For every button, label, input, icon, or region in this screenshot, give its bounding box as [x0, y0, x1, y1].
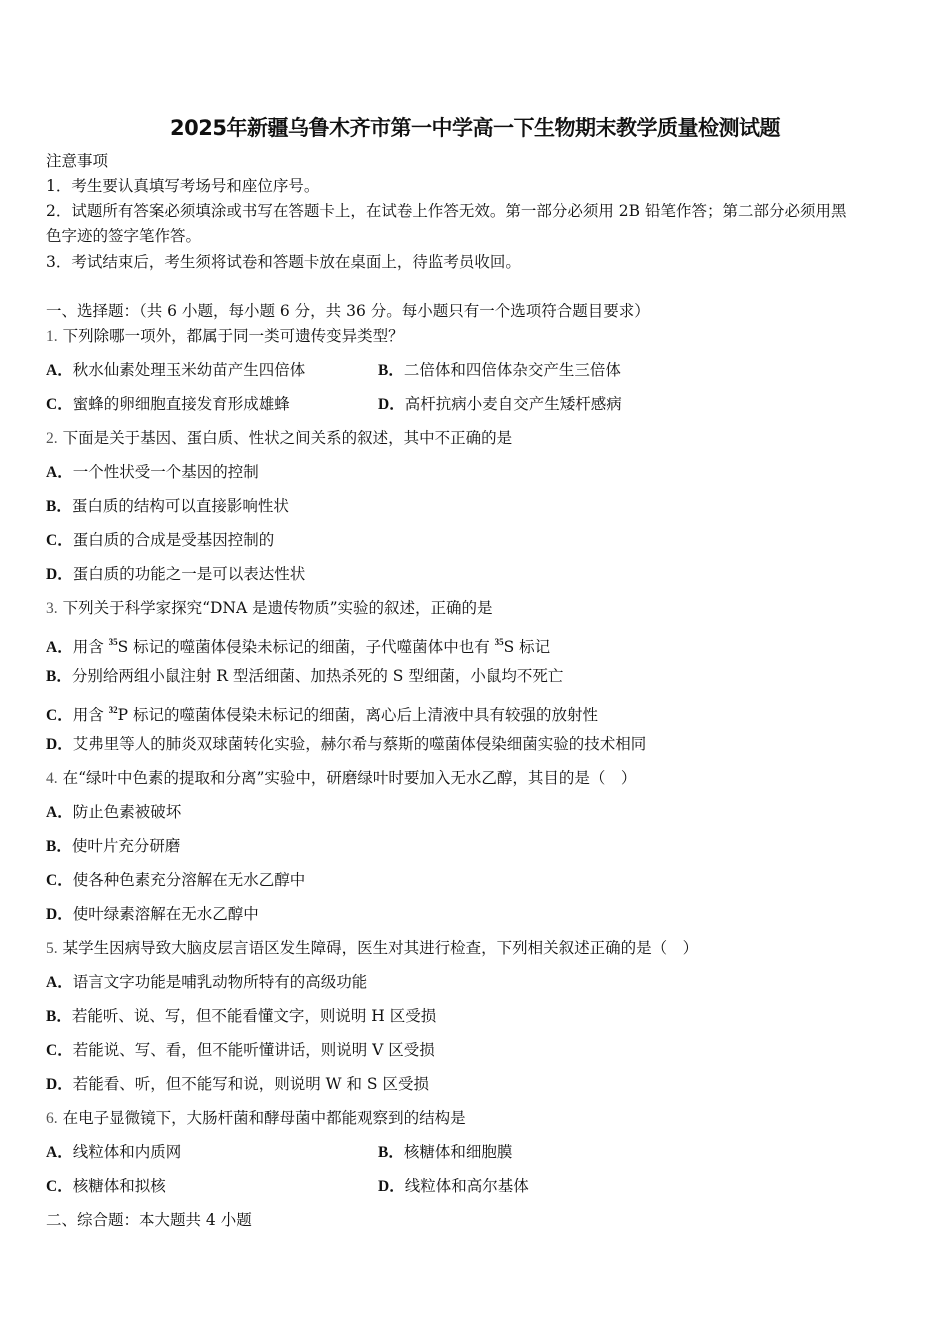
option-text: 线粒体和内质网	[72, 1143, 182, 1161]
option-letter: D．	[46, 566, 73, 583]
answer-option	[46, 1040, 435, 1061]
option-text: 蛋白质的功能之一是可以表达性状	[72, 565, 306, 583]
option-letter: C．	[46, 532, 73, 549]
question-text: 在电子显微镜下，大肠杆菌和酵母菌中都能观察到的结构是	[62, 1109, 466, 1127]
answer-option	[46, 734, 646, 755]
answer-option	[378, 1142, 512, 1163]
option-text: 秋水仙素处理玉米幼苗产生四倍体	[72, 361, 306, 379]
answer-option	[46, 496, 289, 517]
option-letter: B．	[378, 1144, 404, 1161]
option-text: 蜜蜂的卵细胞直接发育形成雄蜂	[72, 395, 290, 413]
answer-option	[46, 700, 598, 726]
question-text: 下面是关于基因、蛋白质、性状之间关系的叙述，其中不正确的是	[62, 429, 513, 447]
notice-item: 3．考试结束后，考生须将试卷和答题卡放在桌面上，待监考员收回。	[46, 253, 521, 271]
option-text: 若能说、写、看，但不能听懂讲话，则说明 V 区受损	[72, 1041, 435, 1059]
option-letter: B．	[46, 838, 72, 855]
option-letter: C．	[46, 707, 73, 724]
question-text: 下列关于科学家探究“DNA 是遗传物质”实验的叙述，正确的是	[62, 599, 493, 617]
superscript: 35	[108, 637, 118, 647]
question-number: 1.	[46, 328, 58, 345]
answer-option	[46, 666, 563, 687]
answer-option	[46, 394, 290, 415]
option-letter: D．	[378, 396, 405, 413]
option-text: 若能听、说、写，但不能看懂文字，则说明 H 区受损	[71, 1007, 437, 1025]
answer-option	[46, 904, 259, 925]
option-text: 线粒体和高尔基体	[404, 1177, 529, 1195]
answer-option	[46, 1006, 436, 1027]
question-number: 6.	[46, 1110, 58, 1127]
option-letter: A．	[46, 804, 73, 821]
answer-option	[46, 836, 180, 857]
option-letter: B．	[46, 498, 72, 515]
question-stem	[46, 326, 404, 347]
document-title: 2025年新疆乌鲁木齐市第一中学高一下生物期末教学质量检测试题	[170, 116, 780, 140]
answer-option	[46, 1176, 166, 1197]
notice-heading: 注意事项	[46, 152, 109, 170]
question-number: 5.	[46, 940, 58, 957]
option-letter: D．	[46, 736, 73, 753]
option-text: 核糖体和拟核	[72, 1177, 166, 1195]
answer-option	[46, 360, 305, 381]
notice-item: 色字迹的签字笔作答。	[46, 227, 202, 245]
option-text: 蛋白质的结构可以直接影响性状	[71, 497, 289, 515]
question-number: 3.	[46, 600, 58, 617]
option-text: 用含	[72, 706, 109, 724]
notice-item: 2．试题所有答案必须填涂或书写在答题卡上，在试卷上作答无效。第一部分必须用 2B 铅笔作答；第二部分必须用黑	[46, 202, 847, 220]
option-letter: D．	[378, 1178, 405, 1195]
superscript: 32	[108, 705, 118, 715]
option-text: 艾弗里等人的肺炎双球菌转化实验，赫尔希与蔡斯的噬菌体侵染细菌实验的技术相同	[72, 735, 647, 753]
answer-option	[46, 1142, 181, 1163]
option-letter: C．	[46, 1178, 73, 1195]
option-text: 高杆抗病小麦自交产生矮杆感病	[404, 395, 622, 413]
section-heading: 一、选择题：（共 6 小题，每小题 6 分，共 36 分。每小题只有一个选项符合题目要求）	[46, 302, 650, 320]
answer-option	[378, 1176, 529, 1197]
question-stem	[46, 768, 636, 789]
option-text: 防止色素被破坏	[72, 803, 182, 821]
section-heading: 二、综合题：本大题共 4 小题	[46, 1211, 252, 1229]
question-stem	[46, 1108, 466, 1129]
notice-item: 1．考生要认真填写考场号和座位序号。	[46, 177, 320, 195]
answer-option	[46, 462, 259, 483]
option-letter: A．	[46, 362, 73, 379]
option-text: 核糖体和细胞膜	[403, 1143, 513, 1161]
question-stem	[46, 598, 493, 619]
answer-option	[378, 394, 622, 415]
answer-option	[46, 564, 305, 585]
option-letter: C．	[46, 872, 73, 889]
option-text: 二倍体和四倍体杂交产生三倍体	[403, 361, 621, 379]
option-letter: C．	[46, 396, 73, 413]
question-stem	[46, 428, 512, 449]
option-letter: A．	[46, 639, 73, 656]
question-number: 2.	[46, 430, 58, 447]
answer-option	[46, 972, 367, 993]
answer-option	[378, 360, 621, 381]
answer-option	[46, 1074, 429, 1095]
question-text: 在“绿叶中色素的提取和分离”实验中，研磨绿叶时要加入无水乙醇，其目的是（ ）	[62, 769, 637, 787]
option-text: 一个性状受一个基因的控制	[72, 463, 259, 481]
option-text: 用含	[72, 638, 109, 656]
answer-option	[46, 530, 274, 551]
option-letter: D．	[46, 906, 73, 923]
option-letter: A．	[46, 464, 73, 481]
option-letter: A．	[46, 1144, 73, 1161]
option-text: 使各种色素充分溶解在无水乙醇中	[72, 871, 306, 889]
option-text: S 标记的噬菌体侵染未标记的细菌，子代噬菌体中也有	[117, 638, 495, 656]
question-text: 某学生因病导致大脑皮层言语区发生障碍，医生对其进行检查，下列相关叙述正确的是（ ）	[62, 939, 699, 957]
question-stem	[46, 938, 698, 959]
option-text: 使叶绿素溶解在无水乙醇中	[72, 905, 259, 923]
option-letter: D．	[46, 1076, 73, 1093]
option-letter: B．	[378, 362, 404, 379]
option-letter: B．	[46, 668, 72, 685]
option-text: S 标记	[503, 638, 551, 656]
answer-option	[46, 632, 550, 658]
option-text: 蛋白质的合成是受基因控制的	[72, 531, 275, 549]
option-letter: A．	[46, 974, 73, 991]
question-number: 4.	[46, 770, 58, 787]
answer-option	[46, 802, 181, 823]
option-letter: B．	[46, 1008, 72, 1025]
option-text: 语言文字功能是哺乳动物所特有的高级功能	[72, 973, 368, 991]
option-text: 使叶片充分研磨	[71, 837, 181, 855]
answer-option	[46, 870, 305, 891]
option-letter: C．	[46, 1042, 73, 1059]
option-text: 分别给两组小鼠注射 R 型活细菌、加热杀死的 S 型细菌，小鼠均不死亡	[71, 667, 564, 685]
option-text: 若能看、听，但不能写和说，则说明 W 和 S 区受损	[72, 1075, 429, 1093]
question-text: 下列除哪一项外，都属于同一类可遗传变异类型？	[62, 327, 404, 345]
superscript: 35	[494, 637, 504, 647]
option-text: P 标记的噬菌体侵染未标记的细菌，离心后上清液中具有较强的放射性	[117, 706, 598, 724]
